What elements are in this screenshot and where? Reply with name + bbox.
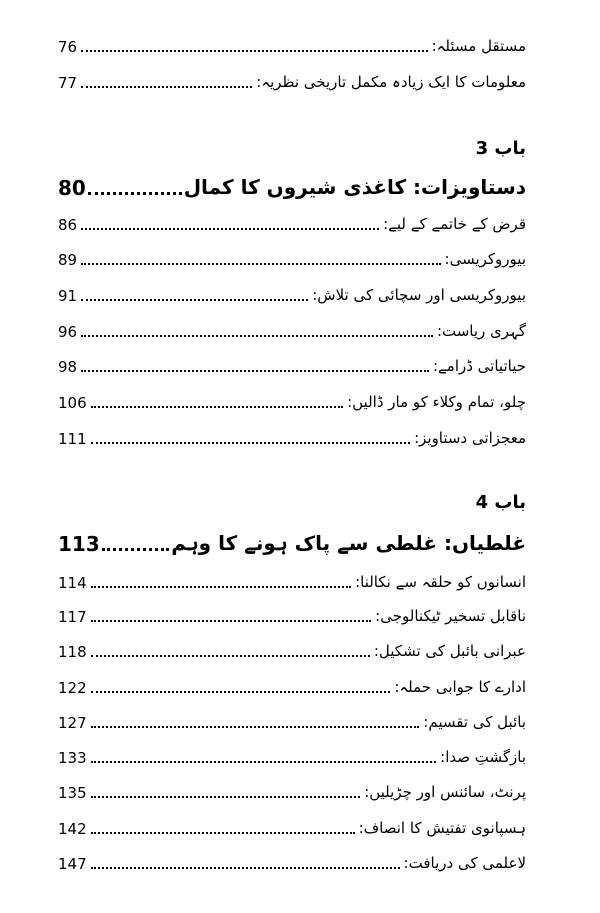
chapter-label: باب 4	[475, 492, 526, 513]
entry-title: بیوروکریسی:	[444, 250, 526, 268]
page-number: 77	[58, 74, 78, 92]
toc-entry	[58, 315, 526, 341]
toc-entry	[58, 66, 526, 92]
page-number: 98	[58, 358, 78, 376]
dot-leader	[91, 867, 400, 869]
dot-leader	[91, 726, 420, 728]
page-number: 127	[58, 714, 87, 732]
entry-title: لاعلمی کی دریافت:	[403, 854, 526, 872]
dot-leader	[91, 442, 410, 444]
dot-leader	[91, 691, 391, 693]
dot-leader	[81, 50, 427, 52]
chapter-title: دستاویزات: کاغذی شیروں کا کمال	[183, 175, 526, 199]
chapter-page-number: 113	[58, 532, 100, 556]
entry-title: معجزاتی دستاویز:	[414, 429, 526, 447]
chapter-title: غلطیاں: غلطی سے پاک ہونے کا وہم	[171, 531, 526, 555]
entry-title: چلو، تمام وکلاء کو مار ڈالیں:	[347, 393, 526, 411]
toc-entry	[58, 422, 526, 448]
toc-entry	[58, 386, 526, 412]
page-number: 135	[58, 784, 87, 802]
dot-leader	[88, 192, 182, 195]
dot-leader	[81, 263, 440, 265]
dot-leader	[91, 406, 343, 408]
toc-entry	[58, 741, 526, 767]
dot-leader	[81, 86, 252, 88]
entry-title: ہسپانوی تفتیش کا انصاف:	[358, 819, 526, 837]
entry-title: بازگشتِ صدا:	[440, 748, 526, 766]
toc-entry	[58, 706, 526, 732]
toc-entry	[58, 847, 526, 873]
entry-title: حیاتیاتی ڈرامے:	[432, 357, 526, 375]
entry-title: بیوروکریسی اور سچائی کی تلاش:	[312, 286, 526, 304]
toc-entry	[58, 350, 526, 376]
chapter-heading	[58, 166, 526, 200]
toc-entry	[58, 600, 526, 626]
dot-leader	[91, 761, 437, 763]
dot-leader	[91, 655, 370, 657]
dot-leader	[81, 335, 433, 337]
entry-title: قرض کے خاتمے کے لیے:	[383, 215, 526, 233]
toc-entry	[58, 812, 526, 838]
page-number: 91	[58, 287, 78, 305]
dot-leader	[81, 228, 379, 230]
entry-title: ادارے کا جوابی حملہ:	[394, 678, 526, 696]
entry-title: گہری ریاست:	[436, 322, 526, 340]
dot-leader	[91, 620, 372, 622]
dot-leader	[91, 586, 351, 588]
page-number: 114	[58, 574, 87, 592]
page-number: 89	[58, 251, 78, 269]
page-number: 86	[58, 216, 78, 234]
page-number: 147	[58, 855, 87, 873]
entry-title: ناقابل تسخیر ٹیکنالوجی:	[375, 607, 526, 625]
entry-title: بائبل کی تقسیم:	[423, 713, 526, 731]
entry-title: پرنٹ، سائنس اور چڑیلیں:	[364, 783, 526, 801]
page-number: 111	[58, 430, 87, 448]
entry-title: مستقل مسئلہ:	[431, 37, 526, 55]
page-number: 76	[58, 38, 78, 56]
chapter-label: باب 3	[475, 138, 526, 159]
chapter-heading	[58, 522, 526, 556]
toc-entry	[58, 566, 526, 592]
page-number: 142	[58, 820, 87, 838]
dot-leader	[81, 370, 429, 372]
entry-title: انسانوں کو حلقہ سے نکالنا:	[355, 573, 526, 591]
dot-leader	[91, 832, 355, 834]
page-number: 118	[58, 643, 87, 661]
chapter-page-number: 80	[58, 176, 86, 200]
dot-leader	[81, 299, 308, 301]
toc-entry	[58, 243, 526, 269]
toc-entry	[58, 208, 526, 234]
toc-entry	[58, 635, 526, 661]
toc-entry	[58, 30, 526, 56]
dot-leader	[91, 796, 361, 798]
page-number: 117	[58, 608, 87, 626]
page-number: 122	[58, 679, 87, 697]
page-number: 106	[58, 394, 87, 412]
entry-title: عبرانی بائبل کی تشکیل:	[373, 642, 526, 660]
toc-entry	[58, 776, 526, 802]
toc-entry	[58, 671, 526, 697]
page-number: 96	[58, 323, 78, 341]
entry-title: معلومات کا ایک زیادہ مکمل تاریخی نظریہ:	[256, 73, 526, 91]
toc-entry	[58, 279, 526, 305]
dot-leader	[102, 548, 170, 551]
page-number: 133	[58, 749, 87, 767]
